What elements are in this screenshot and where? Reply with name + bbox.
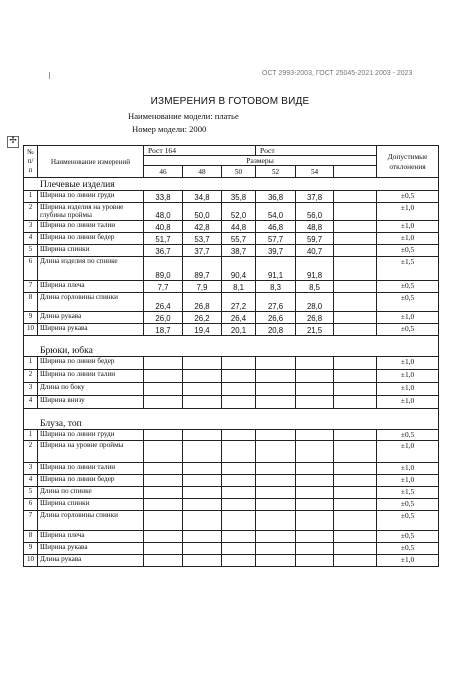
empty-cell — [334, 555, 377, 567]
empty-cell — [334, 499, 377, 511]
table-row — [24, 475, 439, 487]
size-value-46 — [144, 430, 183, 441]
size-value-48: 53,7 — [183, 233, 222, 245]
tolerance-value: ±1,5 — [377, 487, 439, 499]
measurement-name: Ширина плеча — [38, 531, 144, 543]
size-value-52: 91,1 — [256, 257, 296, 281]
size-value-48 — [183, 475, 222, 487]
size-value-52: 8,3 — [256, 281, 296, 293]
row-number: 1 — [24, 430, 38, 441]
size-value-54 — [296, 357, 334, 370]
row-number: 10 — [24, 324, 38, 336]
size-value-46 — [144, 441, 183, 463]
tolerance-value: ±1,0 — [377, 441, 439, 463]
size-value-50: 38,7 — [222, 245, 256, 257]
tolerance-value: ±1,0 — [377, 221, 439, 233]
size-value-54 — [296, 543, 334, 555]
measurement-name: Длина горловины спинки — [38, 511, 144, 531]
row-number: 4 — [24, 475, 38, 487]
size-value-54 — [296, 370, 334, 383]
size-value-54 — [296, 475, 334, 487]
size-value-50 — [222, 370, 256, 383]
table-row — [24, 191, 439, 203]
empty-cell — [334, 475, 377, 487]
size-value-52 — [256, 430, 296, 441]
size-value-46 — [144, 487, 183, 499]
measurement-name: Длина рукава — [38, 555, 144, 567]
size-value-48: 37,7 — [183, 245, 222, 257]
size-value-54 — [296, 463, 334, 475]
header-tick-mark — [49, 72, 50, 79]
size-value-46: 36,7 — [144, 245, 183, 257]
size-value-48 — [183, 430, 222, 441]
model-name-line: Наименование модели: платье — [128, 111, 239, 121]
size-value-46 — [144, 499, 183, 511]
tolerance-value: ±1,0 — [377, 463, 439, 475]
size-value-54: 21,5 — [296, 324, 334, 336]
size-value-54 — [296, 383, 334, 396]
empty-cell — [334, 531, 377, 543]
size-value-46: 7,7 — [144, 281, 183, 293]
size-value-52: 20,8 — [256, 324, 296, 336]
size-value-50: 90,4 — [222, 257, 256, 281]
header-size-50: 50 — [222, 166, 256, 178]
row-number: 1 — [24, 191, 38, 203]
table-row — [24, 396, 439, 409]
size-value-48 — [183, 396, 222, 409]
size-value-52 — [256, 487, 296, 499]
table-row — [24, 531, 439, 543]
measurements-table-body — [24, 178, 439, 567]
row-number: 4 — [24, 396, 38, 409]
empty-cell — [334, 221, 377, 233]
table-row — [24, 221, 439, 233]
size-value-48: 7,9 — [183, 281, 222, 293]
size-value-50: 26,4 — [222, 312, 256, 324]
row-number: 2 — [24, 203, 38, 221]
tolerance-value: ±0,5 — [377, 543, 439, 555]
empty-cell — [334, 396, 377, 409]
measurement-name: Ширина внизу — [38, 396, 144, 409]
size-value-52 — [256, 370, 296, 383]
tolerance-value: ±1,0 — [377, 203, 439, 221]
header-size-48: 48 — [183, 166, 222, 178]
empty-cell — [334, 324, 377, 336]
size-value-46: 40,8 — [144, 221, 183, 233]
empty-cell — [334, 511, 377, 531]
document-title: ИЗМЕРЕНИЯ В ГОТОВОМ ВИДЕ — [150, 96, 310, 107]
measurement-name: Ширина по линии талии — [38, 221, 144, 233]
row-number: 2 — [24, 370, 38, 383]
tolerance-value: ±1,0 — [377, 357, 439, 370]
size-value-50: 55,7 — [222, 233, 256, 245]
size-value-52: 36,8 — [256, 191, 296, 203]
size-value-54 — [296, 487, 334, 499]
row-number: 3 — [24, 383, 38, 396]
size-value-52: 54,0 — [256, 203, 296, 221]
size-value-46 — [144, 370, 183, 383]
size-value-52 — [256, 499, 296, 511]
measurement-name: Ширина по линии бедер — [38, 475, 144, 487]
measurement-name: Ширина по линии талии — [38, 463, 144, 475]
tolerance-value: ±1,5 — [377, 257, 439, 281]
table-row — [24, 203, 439, 221]
section-title: Плечевые изделия — [24, 178, 439, 191]
measurement-name: Ширина плеча — [38, 281, 144, 293]
empty-cell — [334, 233, 377, 245]
measurement-name: Ширина по линии бедер — [38, 233, 144, 245]
row-number: 4 — [24, 233, 38, 245]
size-value-48: 34,8 — [183, 191, 222, 203]
row-number: 6 — [24, 257, 38, 281]
row-number: 10 — [24, 555, 38, 567]
size-value-52 — [256, 357, 296, 370]
size-value-46 — [144, 511, 183, 531]
size-value-48 — [183, 357, 222, 370]
tolerance-value: ±1,0 — [377, 312, 439, 324]
size-value-50 — [222, 430, 256, 441]
size-value-54 — [296, 555, 334, 567]
section-title: Блуза, топ — [24, 409, 439, 430]
size-value-48 — [183, 370, 222, 383]
table-row — [24, 555, 439, 567]
tolerance-value: ±0,5 — [377, 531, 439, 543]
tolerance-value: ±0,5 — [377, 245, 439, 257]
header-tolerances: Допустимые отклонения — [377, 146, 439, 178]
size-value-46: 33,8 — [144, 191, 183, 203]
row-number: 1 — [24, 357, 38, 370]
size-value-46 — [144, 383, 183, 396]
empty-cell — [334, 463, 377, 475]
row-number: 7 — [24, 281, 38, 293]
size-value-46: 18,7 — [144, 324, 183, 336]
size-value-54: 91,8 — [296, 257, 334, 281]
empty-cell — [334, 487, 377, 499]
size-value-48: 42,8 — [183, 221, 222, 233]
size-value-48: 89,7 — [183, 257, 222, 281]
empty-cell — [334, 257, 377, 281]
size-value-46: 89,0 — [144, 257, 183, 281]
section-row — [24, 336, 439, 357]
size-value-52 — [256, 543, 296, 555]
table-row — [24, 245, 439, 257]
table-row — [24, 357, 439, 370]
measurement-name: Ширина спинки — [38, 499, 144, 511]
size-value-54 — [296, 531, 334, 543]
size-value-52 — [256, 383, 296, 396]
size-value-48 — [183, 487, 222, 499]
size-value-48: 50,0 — [183, 203, 222, 221]
section-row — [24, 178, 439, 191]
size-value-50: 27,2 — [222, 293, 256, 312]
size-value-50 — [222, 511, 256, 531]
tolerance-value: ±1,0 — [377, 396, 439, 409]
size-value-48 — [183, 555, 222, 567]
size-value-52 — [256, 555, 296, 567]
size-value-52: 26,6 — [256, 312, 296, 324]
section-title: Брюки, юбка — [24, 336, 439, 357]
size-value-52 — [256, 511, 296, 531]
tolerance-value: ±1,0 — [377, 475, 439, 487]
size-value-50 — [222, 487, 256, 499]
empty-cell — [334, 203, 377, 221]
header-size-54: 54 — [296, 166, 334, 178]
empty-cell — [334, 430, 377, 441]
table-row — [24, 441, 439, 463]
size-value-54: 48,8 — [296, 221, 334, 233]
measurement-name: Ширина спинки — [38, 245, 144, 257]
size-value-48 — [183, 499, 222, 511]
tolerance-value: ±0,5 — [377, 191, 439, 203]
header-row-number: № п/ п — [24, 146, 38, 178]
table-row — [24, 463, 439, 475]
empty-cell — [334, 370, 377, 383]
size-value-48: 26,2 — [183, 312, 222, 324]
size-value-54 — [296, 511, 334, 531]
measurement-name: Ширина по линии груди — [38, 430, 144, 441]
table-row — [24, 499, 439, 511]
size-value-54: 8,5 — [296, 281, 334, 293]
size-value-54: 37,8 — [296, 191, 334, 203]
tolerance-value: ±1,0 — [377, 383, 439, 396]
size-value-46: 48,0 — [144, 203, 183, 221]
size-value-54: 59,7 — [296, 233, 334, 245]
measurement-name: Длина по боку — [38, 383, 144, 396]
size-value-54 — [296, 499, 334, 511]
row-number: 5 — [24, 487, 38, 499]
tolerance-value: ±0,5 — [377, 499, 439, 511]
table-row — [24, 543, 439, 555]
row-number: 7 — [24, 511, 38, 531]
header-sizes: Размеры — [144, 156, 377, 166]
size-value-52: 27,6 — [256, 293, 296, 312]
tolerance-value: ±0,5 — [377, 430, 439, 441]
table-row — [24, 312, 439, 324]
size-value-54: 28,0 — [296, 293, 334, 312]
size-value-46 — [144, 555, 183, 567]
size-value-50: 44,8 — [222, 221, 256, 233]
header-rost-164: Рост 164 — [144, 146, 256, 156]
tolerance-value: ±0,5 — [377, 511, 439, 531]
measurement-name: Ширина изделия на уровне глубины проймы — [38, 203, 144, 221]
size-value-48: 19,4 — [183, 324, 222, 336]
measurement-name: Длина рукава — [38, 312, 144, 324]
tolerance-value: ±0,5 — [377, 281, 439, 293]
header-measurement-name: Наименование измерений — [38, 146, 144, 178]
table-row — [24, 324, 439, 336]
size-value-52 — [256, 441, 296, 463]
row-number: 8 — [24, 531, 38, 543]
model-number-line: Номер модели: 2000 — [132, 124, 207, 134]
size-value-50 — [222, 543, 256, 555]
empty-cell — [334, 293, 377, 312]
table-row — [24, 370, 439, 383]
empty-cell — [334, 383, 377, 396]
size-value-48: 26,8 — [183, 293, 222, 312]
size-value-52 — [256, 463, 296, 475]
size-value-50 — [222, 357, 256, 370]
tolerance-value: ±1,0 — [377, 233, 439, 245]
measurements-table — [23, 145, 439, 567]
table-move-handle-icon[interactable]: ✢ — [7, 136, 19, 148]
size-value-50 — [222, 499, 256, 511]
table-row — [24, 293, 439, 312]
table-row — [24, 233, 439, 245]
row-number: 3 — [24, 463, 38, 475]
empty-cell — [334, 543, 377, 555]
size-value-50 — [222, 475, 256, 487]
measurement-name: Ширина рукава — [38, 543, 144, 555]
measurement-name: Длина по спинке — [38, 487, 144, 499]
size-value-50: 52,0 — [222, 203, 256, 221]
size-value-52 — [256, 475, 296, 487]
measurement-name: Длина изделия по спинке — [38, 257, 144, 281]
size-value-46: 51,7 — [144, 233, 183, 245]
row-number: 6 — [24, 499, 38, 511]
size-value-50 — [222, 463, 256, 475]
size-value-54: 56,0 — [296, 203, 334, 221]
table-row — [24, 487, 439, 499]
header-size-52: 52 — [256, 166, 296, 178]
size-value-46: 26,4 — [144, 293, 183, 312]
size-value-46 — [144, 357, 183, 370]
size-value-54: 40,7 — [296, 245, 334, 257]
table-row — [24, 281, 439, 293]
measurement-name: Длина горловины спинки — [38, 293, 144, 312]
size-value-52 — [256, 531, 296, 543]
size-value-52: 39,7 — [256, 245, 296, 257]
size-value-46 — [144, 475, 183, 487]
size-value-48 — [183, 543, 222, 555]
section-row — [24, 409, 439, 430]
size-value-50 — [222, 383, 256, 396]
size-value-52: 57,7 — [256, 233, 296, 245]
row-number: 8 — [24, 293, 38, 312]
size-value-50: 35,8 — [222, 191, 256, 203]
size-value-54: 26,8 — [296, 312, 334, 324]
table-row — [24, 383, 439, 396]
size-value-48 — [183, 511, 222, 531]
row-number: 5 — [24, 245, 38, 257]
row-number: 3 — [24, 221, 38, 233]
table-row — [24, 511, 439, 531]
size-value-52 — [256, 396, 296, 409]
table-row — [24, 257, 439, 281]
header-size-46: 46 — [144, 166, 183, 178]
header-size-empty — [334, 166, 377, 178]
size-value-46: 26,0 — [144, 312, 183, 324]
tolerance-value: ±0,5 — [377, 293, 439, 312]
header-rost: Рост — [256, 146, 377, 156]
size-value-48 — [183, 531, 222, 543]
size-value-50 — [222, 555, 256, 567]
measurement-name: Ширина по линии талии — [38, 370, 144, 383]
tolerance-value: ±1,0 — [377, 370, 439, 383]
row-number: 9 — [24, 543, 38, 555]
empty-cell — [334, 441, 377, 463]
size-value-54 — [296, 441, 334, 463]
size-value-46 — [144, 543, 183, 555]
size-value-46 — [144, 463, 183, 475]
measurement-name: Ширина по линии бедер — [38, 357, 144, 370]
size-value-50 — [222, 531, 256, 543]
size-value-48 — [183, 441, 222, 463]
size-value-50 — [222, 396, 256, 409]
row-number: 9 — [24, 312, 38, 324]
size-value-48 — [183, 463, 222, 475]
size-value-50 — [222, 441, 256, 463]
header-standard-reference: ОСТ 2993-2003, ГОСТ 25045-2021 2003 - 2023 — [262, 70, 413, 77]
size-value-48 — [183, 383, 222, 396]
empty-cell — [334, 357, 377, 370]
row-number: 2 — [24, 441, 38, 463]
measurement-name: Ширина по линии груди — [38, 191, 144, 203]
size-value-46 — [144, 531, 183, 543]
empty-cell — [334, 191, 377, 203]
size-value-46 — [144, 396, 183, 409]
measurement-name: Ширина рукава — [38, 324, 144, 336]
tolerance-value: ±1,0 — [377, 555, 439, 567]
empty-cell — [334, 245, 377, 257]
size-value-54 — [296, 396, 334, 409]
empty-cell — [334, 281, 377, 293]
tolerance-value: ±0,5 — [377, 324, 439, 336]
size-value-52: 46,8 — [256, 221, 296, 233]
measurement-name: Ширина на уровне проймы — [38, 441, 144, 463]
size-value-54 — [296, 430, 334, 441]
empty-cell — [334, 312, 377, 324]
size-value-50: 20,1 — [222, 324, 256, 336]
table-row — [24, 430, 439, 441]
size-value-50: 8,1 — [222, 281, 256, 293]
